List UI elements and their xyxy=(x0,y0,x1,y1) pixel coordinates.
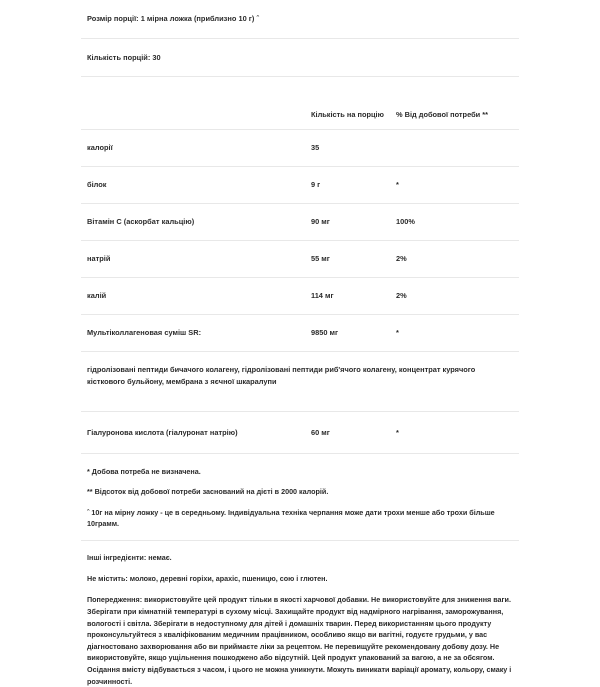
servings-per-container-label: Кількість порцій: 30 xyxy=(87,53,161,62)
table-row xyxy=(81,166,519,203)
nutrient-daily-value: 2% xyxy=(396,291,407,300)
servings-per-container-row xyxy=(81,38,519,76)
header-percent-daily-value: % Від добової потреби ** xyxy=(396,110,488,119)
nutrient-name: Гіалуронова кислота (гіалуронат натрію) xyxy=(87,428,238,437)
table-row xyxy=(81,411,519,453)
nutrient-daily-value: * xyxy=(396,328,399,337)
nutrient-name: натрій xyxy=(87,254,111,263)
header-amount-per-serving: Кількість на порцію xyxy=(311,110,384,119)
bottom-info-block xyxy=(81,540,519,687)
footnotes-block xyxy=(81,453,519,530)
footnote-scoop-average: ˆ 10г на мірну ложку - це в середньому. Індивідуальна техніка черпання може дати трохи менше або трохи більше 10грамм. xyxy=(87,507,495,529)
blend-ingredients-row xyxy=(81,351,519,411)
nutrient-daily-value: * xyxy=(396,180,399,189)
table-row xyxy=(81,129,519,166)
nutrient-amount: 9850 мг xyxy=(311,328,339,337)
nutrient-daily-value: 2% xyxy=(396,254,407,263)
nutrient-daily-value: * xyxy=(396,428,399,437)
serving-size-row xyxy=(81,0,519,38)
nutrient-amount: 114 мг xyxy=(311,291,334,300)
nutrient-name: Мультіколлагеновая суміш SR: xyxy=(87,328,202,337)
nutrient-amount: 90 мг xyxy=(311,217,330,226)
nutrient-name: калій xyxy=(87,291,107,300)
nutrient-name: калорії xyxy=(87,143,113,152)
table-row xyxy=(81,314,519,351)
warning-text: Попередження: використовуйте цей продукт тільки в якості харчової добавки. Не використовуйте для зниження ваги. Зберігати при кімнатній температурі в сухому місці. Захищайте продукт від надмірного нагрівання, заморожування, вологості і світла. Зберігати в недоступному для дітей і домашніх тварин. Перед використанням цього продукту проконсультуйтеся з кваліфікованим медичним працівником, особливо якщо ви вагітні, годуєте грудьми, у вас діагностовано захворювання або ви приймаєте ліки за рецептом. Не перевищуйте рекомендовану добову дозу. Не використовуйте, якщо ущільнення пошкоджено або відсутній. Цей продукт упакований за вагою, а не за обсягом. Осідання вмісту відбувається з часом, і цього не можна уникнути. Можуть виникати варіації аромату, кольору, смаку і розчинності. xyxy=(87,595,512,686)
other-ingredients-text: Інші інгредієнти: немає. xyxy=(87,552,172,562)
footnote-daily-value-not-established: * Добова потреба не визначена. xyxy=(87,467,201,476)
nutrient-amount: 55 мг xyxy=(311,254,330,263)
supplement-facts-inner xyxy=(81,0,519,687)
nutrient-name: Вітамін С (аскорбат кальцію) xyxy=(87,217,195,226)
serving-size-label: Розмір порції: 1 мірна ложка (приблизно 10 г) ˆ xyxy=(87,14,259,23)
nutrient-daily-value: 100% xyxy=(396,217,415,226)
nutrient-amount: 60 мг xyxy=(311,428,330,437)
nutrient-amount: 35 xyxy=(311,143,320,152)
nutrient-name: білок xyxy=(87,180,107,189)
footnote-percent-basis: ** Відсоток від добової потреби заснований на дієті в 2000 калорій. xyxy=(87,487,329,497)
allergen-free-text: Не містить: молоко, деревні горіхи, арахіс, пшеницю, сою і глютен. xyxy=(87,574,328,584)
table-row xyxy=(81,203,519,240)
table-row xyxy=(81,240,519,277)
table-row xyxy=(81,277,519,314)
nutrient-amount: 9 г xyxy=(311,180,321,189)
blend-ingredients-text: гідролізовані пептиди бичачого колагену, гідролізовані пептиди риб'ячого колагену, концентрат курячого кісткового бульйону, мембрана з яєчної шкаралупи xyxy=(87,365,476,386)
table-header-row xyxy=(81,76,519,129)
